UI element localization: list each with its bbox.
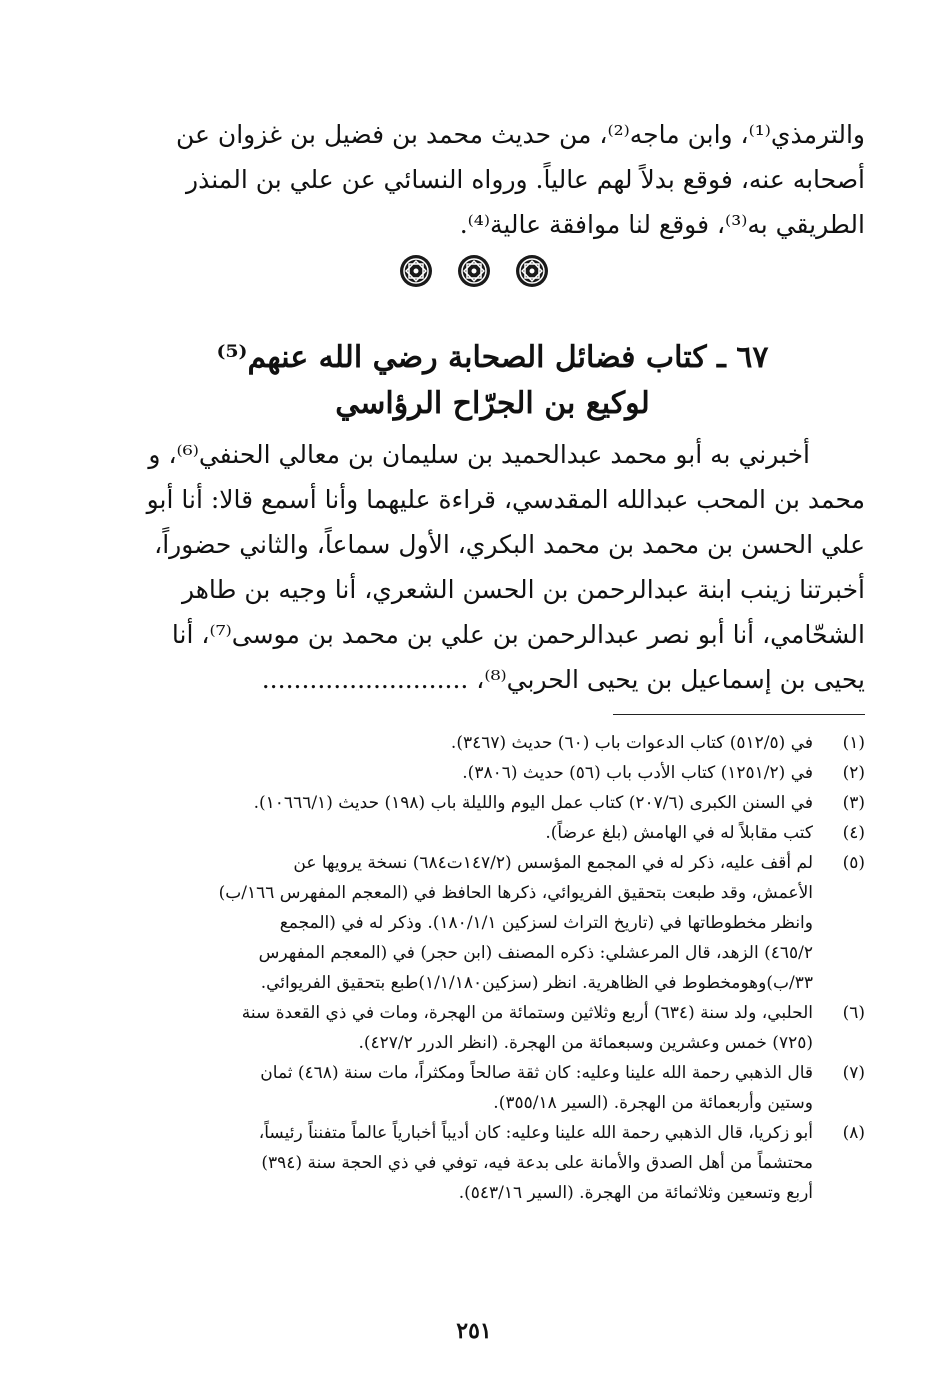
page-number: ٢٥١: [456, 1318, 492, 1344]
footnote-line: كتب مقابلاً له في الهامش (بلغ عرضاً).: [545, 823, 813, 843]
section-subheading: لوكيع بن الجرّاح الرؤاسي: [335, 386, 650, 421]
section-divider-ornaments: [0, 253, 948, 289]
footnote-line: (٧٢٥) خمس وعشرين وسبعمائة من الهجرة. (انظر الدرر ٤٢٧/٢).: [358, 1033, 813, 1053]
footnote: [120, 1118, 865, 1208]
text-line: الشحّامي، أنا أبو نصر عبدالرحمن بن علي بن محمد بن موسى⁽⁷⁾، أنا: [171, 620, 865, 649]
text-line: علي الحسن بن محمد بن محمد البكري، الأول سماعاً، والثاني حضوراً،: [154, 530, 865, 559]
footnote-number: (٥): [842, 853, 865, 873]
rosette-ornament-icon: [398, 253, 434, 289]
footnote-number: (٨): [842, 1123, 865, 1143]
footnote-line: وستين وأربعمائة من الهجرة. (السير ٣٥٥/١٨).: [493, 1093, 813, 1113]
text-line: الطريقي به⁽³⁾، فوقع لنا موافقة عالية⁽⁴⁾.: [459, 210, 865, 239]
paragraph-chain: [120, 432, 865, 702]
text-line: أخبرتنا زينب ابنة عبدالرحمن بن الحسن الشعري، أنا وجيه بن طاهر: [181, 575, 865, 604]
text-line: أصحابه عنه، فوقع بدلاً لهم عالياً. ورواه النسائي عن علي بن المنذر: [186, 165, 865, 194]
footnote-number: (٣): [842, 793, 865, 813]
footnote-line: ٣٣/ب)وهومخطوط في الظاهرية. انظر (سزكين١/١/١٨٠)طبع بتحقيق الفريوائي.: [260, 973, 813, 993]
footnote-line: قال الذهبي رحمة الله علينا وعليه: كان ثقة صالحاً ومكثراً، مات سنة (٤٦٨) ثمان: [260, 1063, 813, 1083]
footnotes: [120, 728, 865, 1208]
footnote: [120, 788, 865, 818]
footnote-line: الحلبي، ولد سنة (٦٣٤) أربع وثلاثين وستمائة من الهجرة، ومات في ذي القعدة سنة: [241, 1003, 813, 1023]
section-heading: ٦٧ ـ كتاب فضائل الصحابة رضي الله عنهم⁽⁵⁾: [216, 340, 769, 375]
footnote: [120, 998, 865, 1058]
footnote-line: في السنن الكبرى (٢٠٧/٦) كتاب عمل اليوم والليلة باب (١٩٨) حديث (١٠٦٦٦/١).: [253, 793, 813, 813]
footnote-line: في (٥١٢/٥) كتاب الدعوات باب (٦٠) حديث (٣٤٦٧).: [450, 733, 813, 753]
text-line: أخبرني به أبو محمد عبدالحميد بن سليمان بن معالي الحنفي⁽⁶⁾، و: [148, 440, 810, 469]
rosette-ornament-icon: [456, 253, 492, 289]
rosette-ornament-icon: [514, 253, 550, 289]
footnote-separator: [613, 714, 865, 715]
footnote-line: في (١٢٥١/٢) كتاب الأدب باب (٥٦) حديث (٣٨٠٦).: [462, 763, 813, 783]
footnote-line: الأعمش، وقد طبعت بتحقيق الفريوائي، ذكرها الحافظ في (المعجم المفهرس ١٦٦/ب): [218, 883, 813, 903]
footnote: [120, 1058, 865, 1118]
footnote-line: لم أقف عليه، ذكر له في المجمع المؤسس (١٤٧/٢ت٦٨٤) نسخة يرويها عن: [293, 853, 813, 873]
paragraph-intro: [120, 112, 865, 247]
footnote: [120, 728, 865, 758]
footnote: [120, 848, 865, 998]
footnote-line: محتشماً من أهل الصدق والأمانة على بدعة فيه، توفي في ذي الحجة سنة (٣٩٤): [261, 1153, 813, 1173]
footnote: [120, 758, 865, 788]
footnote-number: (٦): [842, 1003, 865, 1023]
footnote-number: (٧): [842, 1063, 865, 1083]
text-line: يحيى بن إسماعيل بن يحيى الحربي⁽⁸⁾، ..........................: [261, 665, 865, 694]
footnote-number: (٤): [842, 823, 865, 843]
footnote-line: أبو زكريا، قال الذهبي رحمة الله علينا وعليه: كان أديباً أخبارياً عالماً متفنناً رئيساً،: [258, 1123, 813, 1143]
footnote-line: ٤٦٥/٢) الزهد، قال المرعشلي: ذكره المصنف (ابن حجر) في (المعجم المفهرس: [258, 943, 813, 963]
footnote-number: (٢): [842, 763, 865, 783]
footnote-line: وانظر مخطوطاتها في (تاريخ التراث لسزكين ١٨٠/١/١). وذكر له في (المجمع: [279, 913, 813, 933]
footnote: [120, 818, 865, 848]
footnote-line: أربع وتسعين وثلاثمائة من الهجرة. (السير ٥٤٣/١٦).: [458, 1183, 813, 1203]
footnote-number: (١): [842, 733, 865, 753]
text-line: محمد بن المحب عبدالله المقدسي، قراءة عليهما وأنا أسمع قالا: أنا أبو: [146, 485, 865, 514]
text-line: والترمذي⁽¹⁾، وابن ماجه⁽²⁾، من حديث محمد بن فضيل بن غزوان عن: [175, 120, 865, 149]
